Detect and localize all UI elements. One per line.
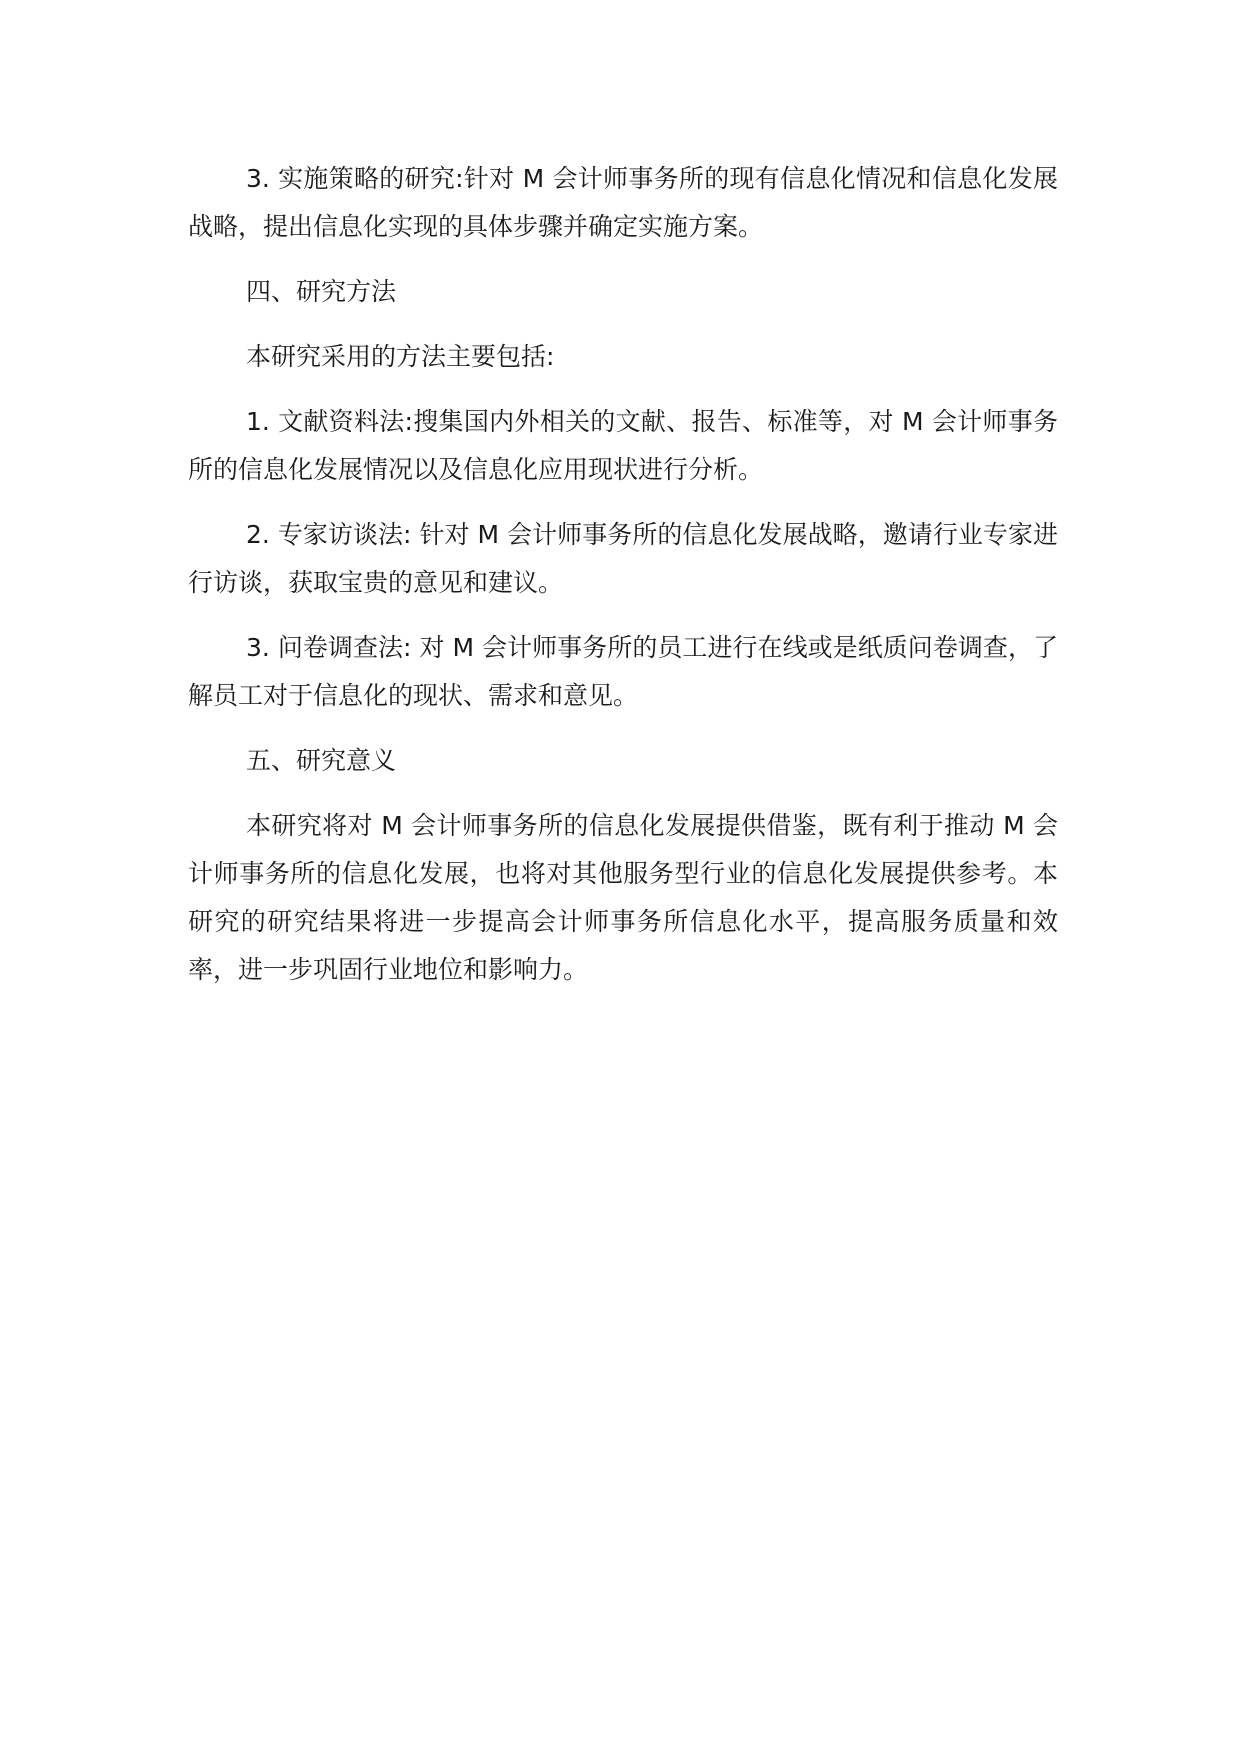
paragraph-implementation-strategy: 3. 实施策略的研究:针对 M 会计师事务所的现有信息化情况和信息化发展战略，提出信息化实现的具体步骤并确定实施方案。 [188,164,1058,241]
paragraph-expert-interview-method: 2. 专家访谈法: 针对 M 会计师事务所的信息化发展战略，邀请行业专家进行访谈，获取宝贵的意见和建议。 [188,520,1058,597]
paragraph-literature-method: 1. 文献资料法:搜集国内外相关的文献、报告、标准等，对 M 会计师事务所的信息化发展情况以及信息化应用现状进行分析。 [188,407,1058,484]
document-body [188,155,1058,1011]
section-heading-research-methods: 四、研究方法 [246,277,397,306]
paragraph-questionnaire-method: 3. 问卷调查法: 对 M 会计师事务所的员工进行在线或是纸质问卷调查，了解员工对于信息化的现状、需求和意见。 [188,633,1058,710]
paragraph-methods-intro: 本研究采用的方法主要包括: [246,342,555,371]
paragraph-significance: 本研究将对 M 会计师事务所的信息化发展提供借鉴，既有利于推动 M 会计师事务所的信息化发展，也将对其他服务型行业的信息化发展提供参考。本研究的研究结果将进一步提高会计师事务所信息化水平，提高服务质量和效率，进一步巩固行业地位和影响力。 [188,811,1058,984]
section-heading-research-significance: 五、研究意义 [246,746,397,775]
